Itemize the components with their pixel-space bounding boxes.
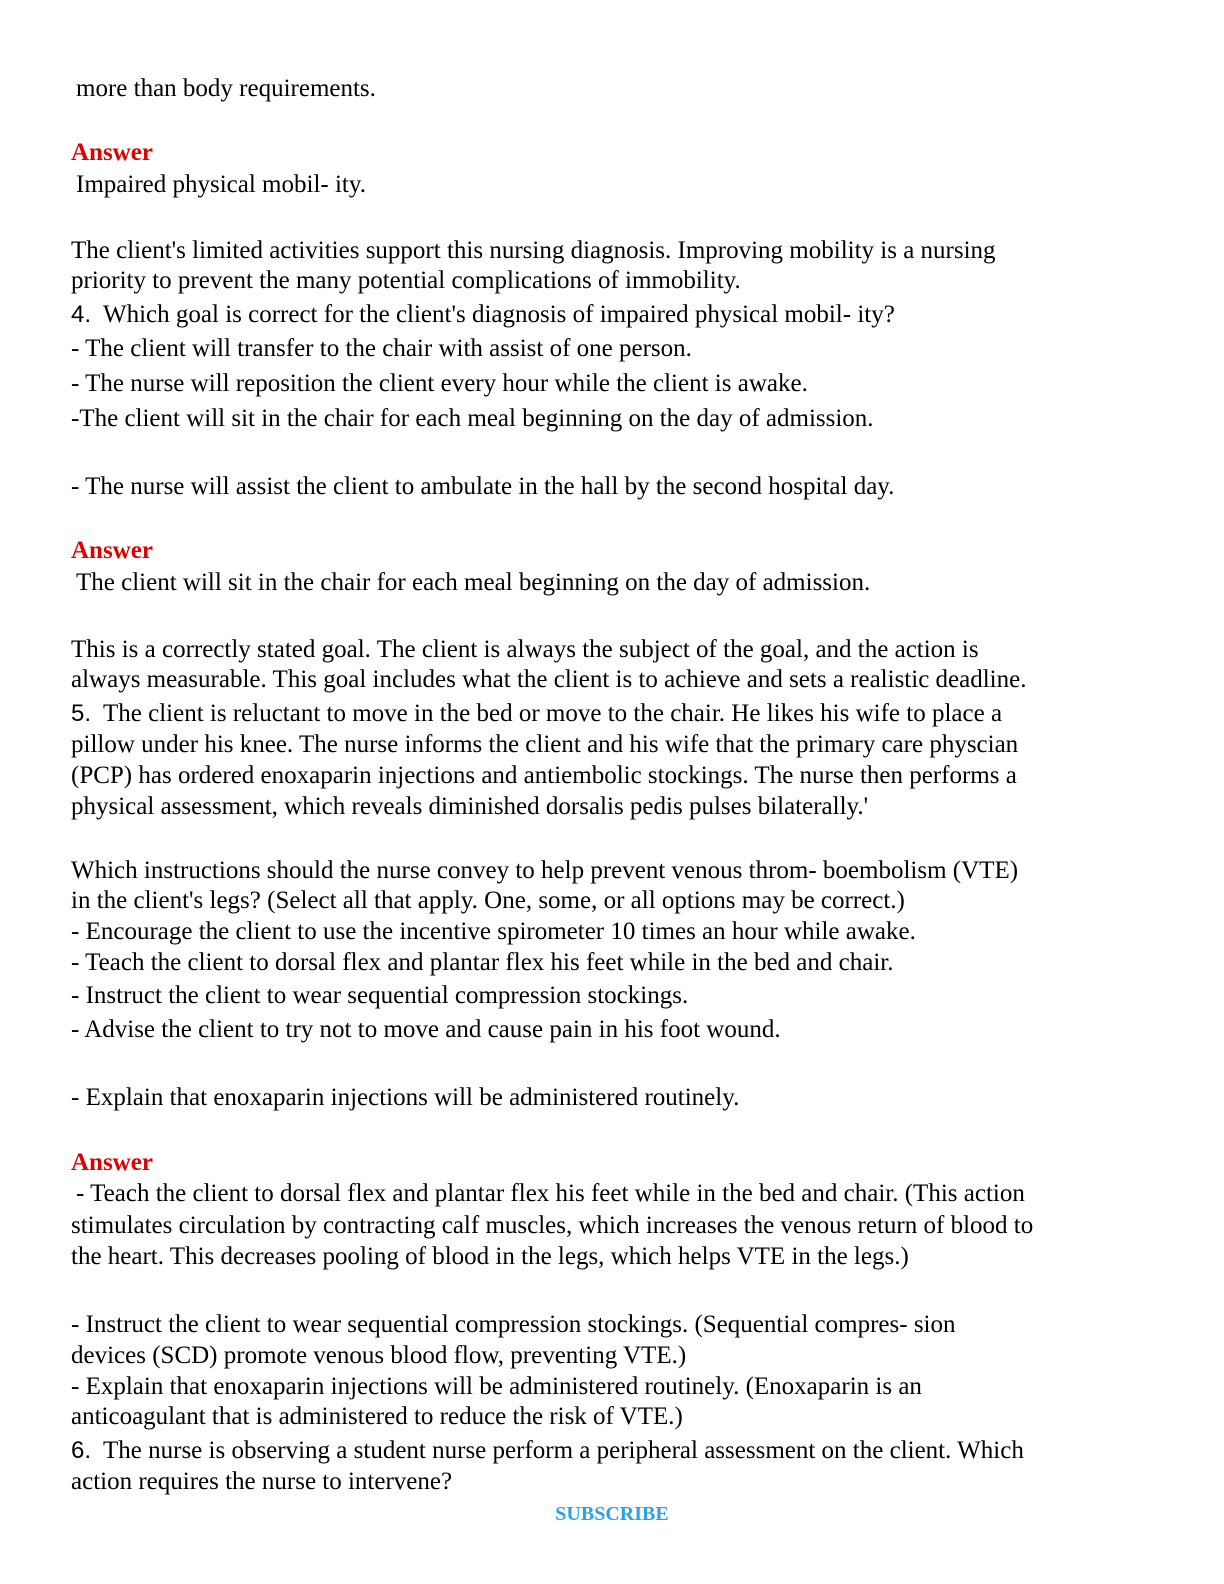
text-line: priority to prevent the many potential complications of immobility. — [71, 267, 741, 294]
text-line: devices (SCD) promote venous blood flow, preventing VTE.) — [71, 1342, 687, 1369]
text-line: - Instruct the client to wear sequential compression stockings. (Sequential compres- sion — [71, 1311, 956, 1338]
subscribe-link[interactable]: SUBSCRIBE — [555, 1503, 669, 1525]
question-number: 4. — [71, 301, 92, 328]
option-line: - Teach the client to dorsal flex and plantar flex his feet while in the bed and chair. — [71, 949, 894, 976]
question-5 — [71, 699, 1002, 729]
text-line: more than body requirements. — [76, 75, 376, 102]
answer-text: The client will sit in the chair for each meal beginning on the day of admission. — [76, 569, 871, 596]
question-4 — [71, 300, 895, 330]
answer-heading: Answer — [71, 537, 153, 564]
option-line: - The client will transfer to the chair with assist of one person. — [71, 335, 692, 362]
answer-text: - Teach the client to dorsal flex and plantar flex his feet while in the bed and chair. (This action — [76, 1180, 1025, 1207]
answer-heading: Answer — [71, 139, 153, 166]
answer-text: Impaired physical mobil- ity. — [76, 171, 366, 198]
option-line: - Advise the client to try not to move and cause pain in his foot wound. — [71, 1016, 781, 1043]
answer-heading: Answer — [71, 1149, 153, 1176]
option-line: - Explain that enoxaparin injections will be administered routinely. — [71, 1084, 740, 1111]
text-line: the heart. This decreases pooling of blood in the legs, which helps VTE in the legs.) — [71, 1243, 909, 1270]
text-line: pillow under his knee. The nurse informs the client and his wife that the primary care physcian — [71, 731, 1019, 758]
option-line: - The nurse will reposition the client every hour while the client is awake. — [71, 370, 808, 397]
text-line: anticoagulant that is administered to reduce the risk of VTE.) — [71, 1403, 683, 1430]
text-line: stimulates circulation by contracting calf muscles, which increases the venous return of blood to — [71, 1212, 1034, 1239]
text-line: Which instructions should the nurse convey to help prevent venous throm- boembolism (VTE) — [71, 857, 1019, 884]
text-line: This is a correctly stated goal. The client is always the subject of the goal, and the action is — [71, 636, 979, 663]
text-line: - Explain that enoxaparin injections will be administered routinely. (Enoxaparin is an — [71, 1373, 922, 1400]
question-number: 5. — [71, 700, 92, 727]
text-line: (PCP) has ordered enoxaparin injections and antiembolic stockings. The nurse then performs a — [71, 762, 1017, 789]
question-number: 6. — [71, 1437, 92, 1464]
text-line: action requires the nurse to intervene? — [71, 1468, 453, 1495]
question-text: The client is reluctant to move in the bed or move to the chair. He likes his wife to place a — [103, 700, 1003, 727]
question-text: Which goal is correct for the client's diagnosis of impaired physical mobil- ity? — [103, 301, 895, 328]
option-line: -The client will sit in the chair for each meal beginning on the day of admission. — [71, 405, 874, 432]
question-text: The nurse is observing a student nurse perform a peripheral assessment on the client. Which — [103, 1437, 1024, 1464]
option-line: - Encourage the client to use the incentive spirometer 10 times an hour while awake. — [71, 918, 916, 945]
text-line: always measurable. This goal includes what the client is to achieve and sets a realistic deadline. — [71, 666, 1027, 693]
option-line: - The nurse will assist the client to ambulate in the hall by the second hospital day. — [71, 473, 895, 500]
text-line: in the client's legs? (Select all that apply. One, some, or all options may be correct.) — [71, 887, 905, 914]
question-6 — [71, 1436, 1024, 1466]
text-line: The client's limited activities support this nursing diagnosis. Improving mobility is a nursing — [71, 237, 996, 264]
option-line: - Instruct the client to wear sequential compression stockings. — [71, 982, 689, 1009]
text-line: physical assessment, which reveals diminished dorsalis pedis pulses bilaterally.' — [71, 793, 869, 820]
